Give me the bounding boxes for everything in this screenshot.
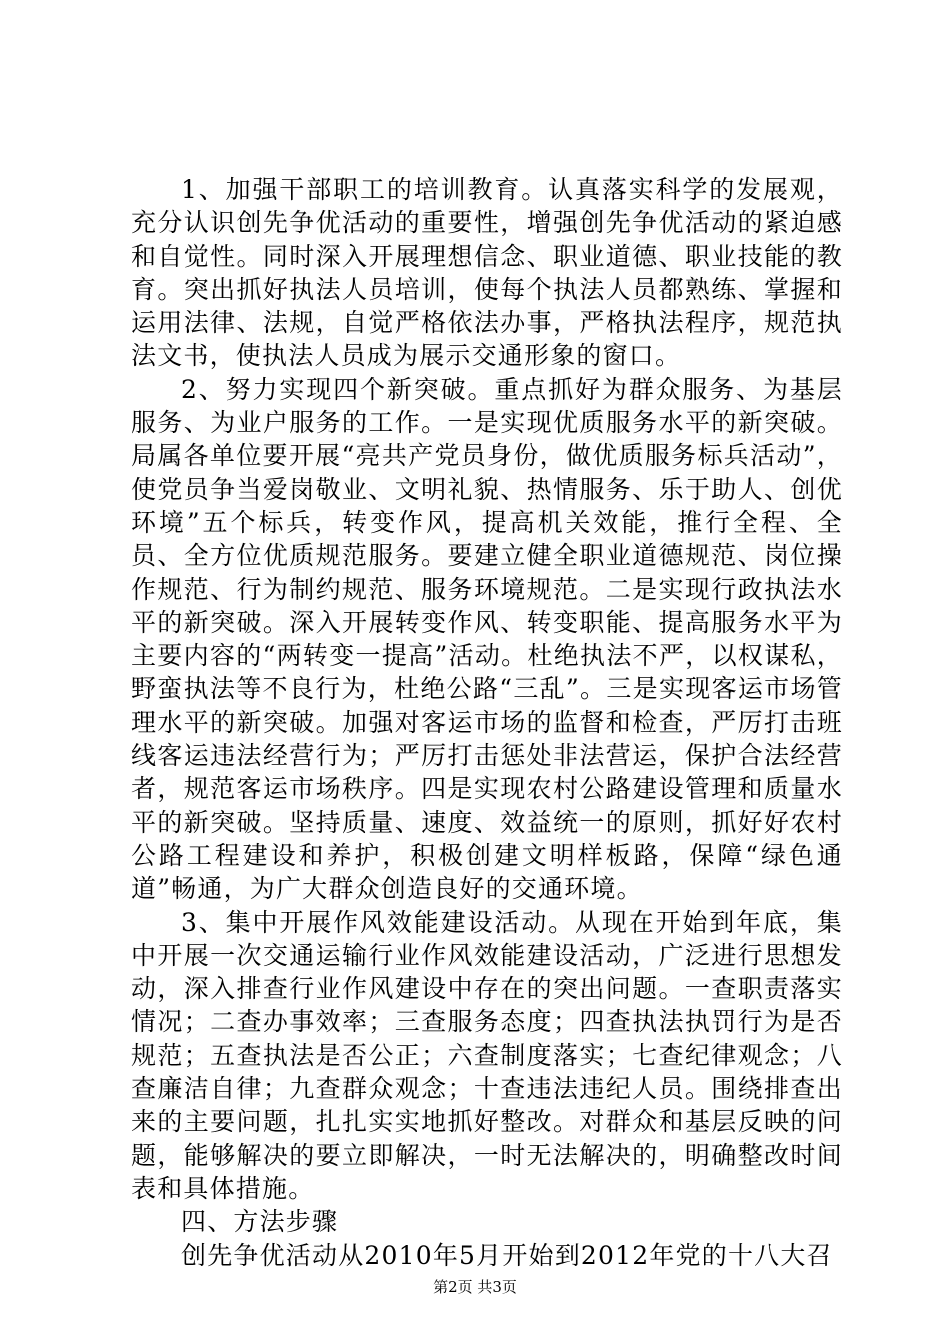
section-heading-methods-steps: 四、方法步骤	[181, 1207, 339, 1237]
document-body	[131, 173, 843, 1272]
page-number-footer: 第2页 共3页	[433, 1278, 517, 1296]
paragraph-work-style-efficiency: 3、集中开展作风效能建设活动。从现在开始到年底，集中开展一次交通运输行业作风效能建设活动，广泛进行思想发动，深入排查行业作风建设中存在的突出问题。一查职责落实情况；二查办事效率；三查服务态度；四查执法执罚行为是否规范；五查执法是否公正；六查制度落实；七查纪律观念；八查廉洁自律；九查群众观念；十查违法违纪人员。围绕排查出来的主要问题，扎扎实实地抓好整改。对群众和基层反映的问题，能够解决的要立即解决，一时无法解决的，明确整改时间表和具体措施。	[131, 907, 843, 1203]
paragraph-activity-timeline: 创先争优活动从2010年5月开始到2012年党的十八大召	[181, 1240, 833, 1270]
paragraph-four-breakthroughs: 2、努力实现四个新突破。重点抓好为群众服务、为基层服务、为业户服务的工作。一是实现优质服务水平的新突破。局属各单位要开展“亮共产党员身份，做优质服务标兵活动”，使党员争当爱岗敬业、文明礼貌、热情服务、乐于助人、创优环境”五个标兵，转变作风，提高机关效能，推行全程、全员、全方位优质规范服务。要建立健全职业道德规范、岗位操作规范、行为制约规范、服务环境规范。二是实现行政执法水平的新突破。深入开展转变作风、转变职能、提高服务水平为主要内容的“两转变一提高”活动。杜绝执法不严，以权谋私，野蛮执法等不良行为，杜绝公路“三乱”。三是实现客运市场管理水平的新突破。加强对客运市场的监督和检查，严厉打击班线客运违法经营行为；严厉打击惩处非法营运，保护合法经营者，规范客运市场秩序。四是实现农村公路建设管理和质量水平的新突破。坚持质量、速度、效益统一的原则，抓好好农村公路工程建设和养护，积极创建文明样板路，保障“绿色通道”畅通，为广大群众创造良好的交通环境。	[131, 374, 843, 904]
paragraph-training-education: 1、加强干部职工的培训教育。认真落实科学的发展观，充分认识创先争优活动的重要性，增强创先争优活动的紧迫感和自觉性。同时深入开展理想信念、职业道德、职业技能的教育。突出抓好执法人员培训，使每个执法人员都熟练、掌握和运用法律、法规，自觉严格依法办事，严格执法程序，规范执法文书，使执法人员成为展示交通形象的窗口。	[131, 175, 843, 371]
